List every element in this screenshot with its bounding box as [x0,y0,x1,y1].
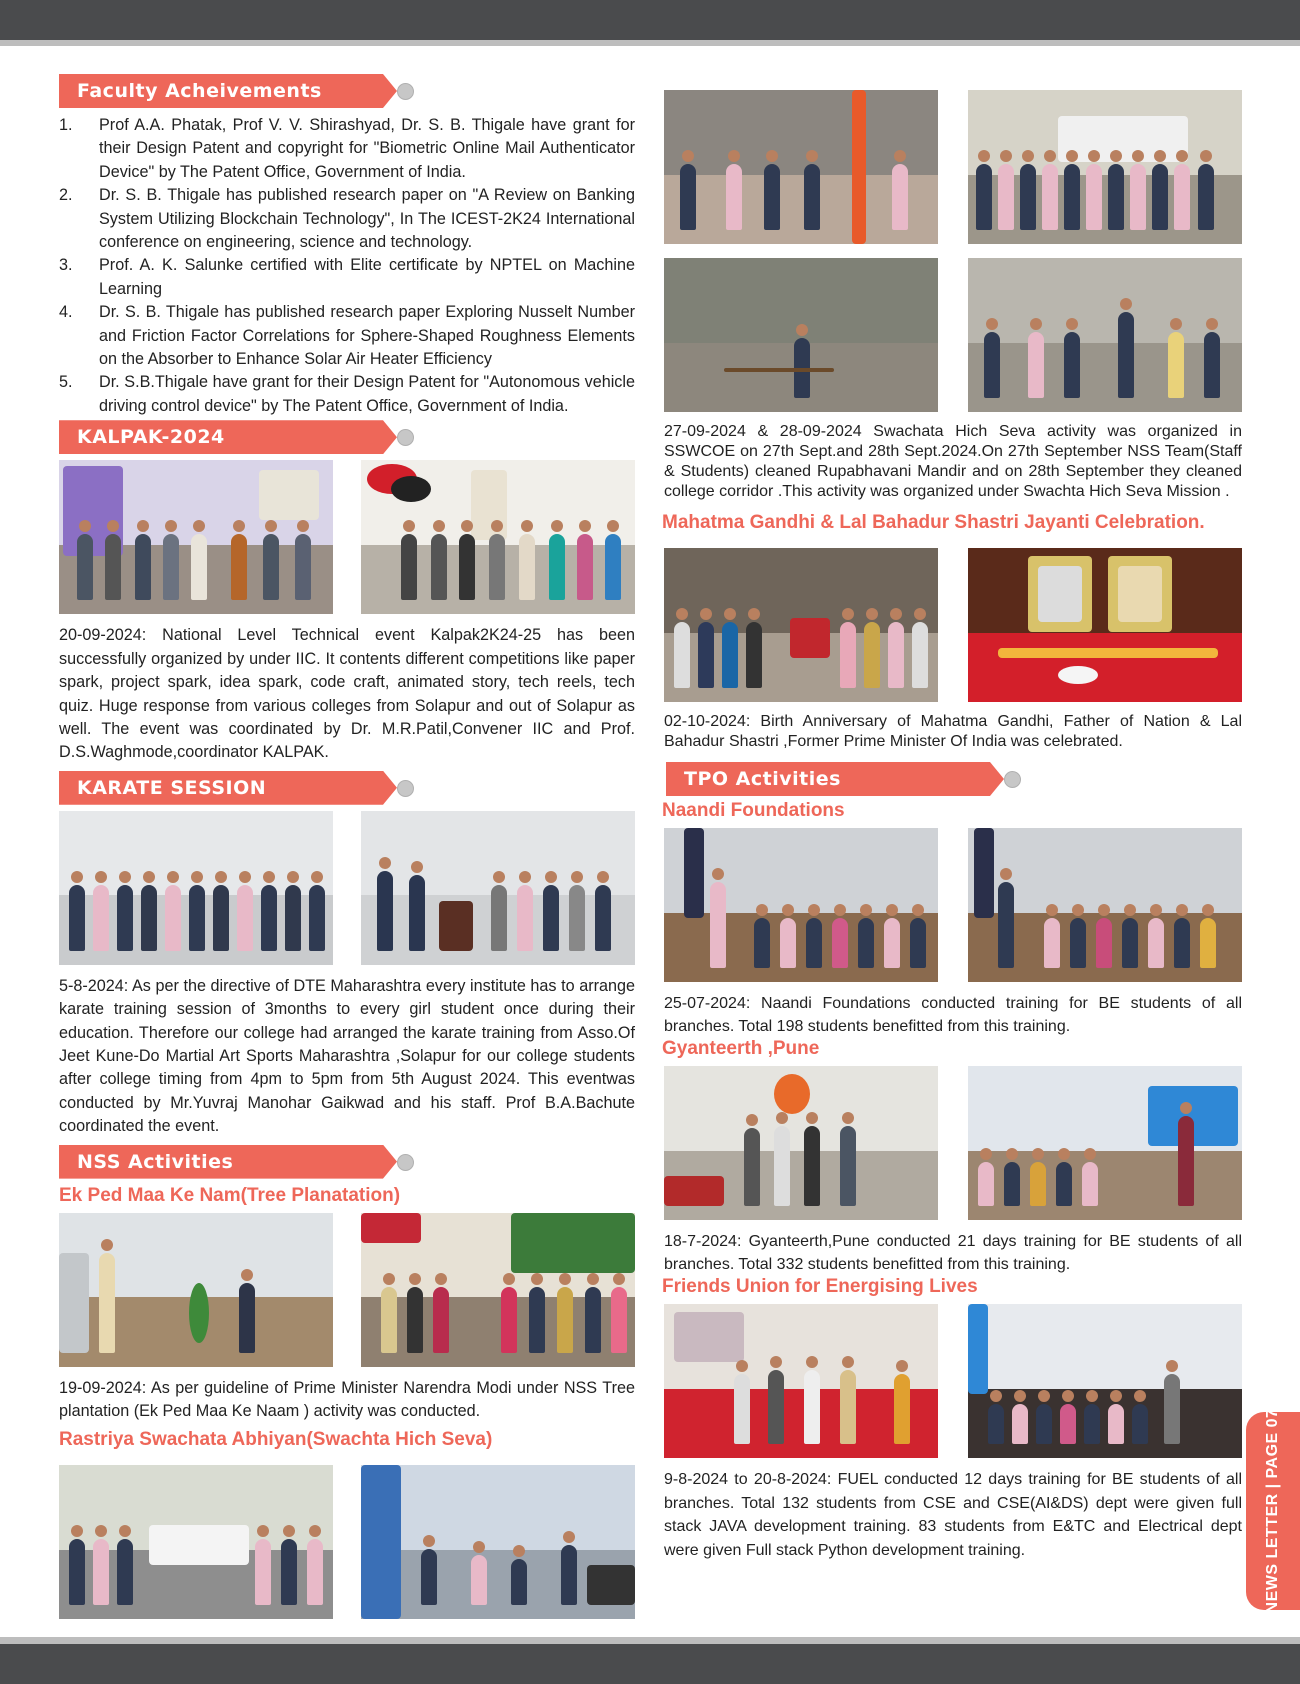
kalpak-title: KALPAK-2024 [77,426,225,449]
banner-dot [397,83,414,100]
naandi-text: 25-07-2024: Naandi Foundations conducted training for BE students of all branches. Total 198 students benefitted from this training. [664,995,1242,1035]
gyanteerth-photo-1 [664,1066,938,1220]
list-item: 4. Dr. S. B. Thigale has published research paper Exploring Nusselt Number and Friction Factor Correlations for Sphere-Shaped Roughness Elements on the Absorber to Enhance Solar Air Heater Efficiency [59,303,635,369]
swachata-photo-2 [361,1465,635,1619]
tpo-banner [666,762,1242,796]
right-column [664,90,1242,1562]
karate-photo-1 [59,811,333,965]
banner-dot [397,429,414,446]
tree-photos [59,1213,635,1367]
tpo-title: TPO Activities [684,768,841,790]
nss-banner [59,1145,635,1179]
gandhi-photos [664,548,1242,702]
faculty-achievements-banner [59,74,635,108]
banner-dot [397,780,414,797]
header-stripe [0,40,1300,46]
swachata-text: 27-09-2024 & 28-09-2024 Swachata Hich Seva activity was organized in SSWCOE on 27th Sept.and 28th Sept.2024.On 27th September NSS Team(Staff & Students) cleaned Rupabhavani Mandir and on 28th September they cleaned college corridor .This activity was organized under Swachta Hich Seva Mission . [664,423,1242,500]
fuel-heading: Friends Union for Energising Lives [662,1276,978,1297]
page-number-label: NEWS LETTER | PAGE 07 [1264,1408,1281,1614]
karate-title: KARATE SESSION [77,776,267,799]
fuel-text: 9-8-2024 to 20-8-2024: FUEL conducted 12 days training for BE students of all branches. Total 132 students from CSE and CSE(AI&DS) dept were given full stack JAVA development training. 83 students from E&TC and Electrical dept were given Full stack Python development training. [664,1471,1242,1559]
footer-bar [0,1644,1300,1684]
naandi-heading: Naandi Foundations [662,800,845,821]
swachata-photo-4 [968,90,1242,244]
swachata-photo-6 [968,258,1242,412]
gandhi-photo-2 [968,548,1242,702]
gandhi-photo-1 [664,548,938,702]
list-item: 1. Prof A.A. Phatak, Prof V. V. Shirashyad, Dr. S. B. Thigale have grant for their Design Patent and copyright for "Biometric Online Mail Authenticator Device" by The Patent Office, Government of India. [59,116,635,181]
left-column [59,74,635,1629]
banner-dot [397,1154,414,1171]
nss-title: NSS Activities [77,1150,234,1173]
tree-photo-1 [59,1213,333,1367]
karate-photo-2 [361,811,635,965]
swachata-photo-3 [664,90,938,244]
swachata-photo-5 [664,258,938,412]
naandi-photos [664,828,1242,982]
faculty-achievements-list [59,114,635,418]
fuel-photo-1 [664,1304,938,1458]
swachata-heading: Rastriya Swachata Abhiyan(Swachta Hich Seva) [59,1429,493,1451]
page-number-tab [1246,1408,1300,1614]
kalpak-text: 20-09-2024: National Level Technical event Kalpak2K24-25 has been successfully organized by under IIC. It contents different competitions like paper spark, project spark, idea spark, code craft, animated story, tech reels, tech quiz. Huge response from various colleges from Solapur and out of Solapur as well. The event was coordinated by Dr. M.R.Patil,Convener IIC and Prof. D.S.Waghmode,coordinator KALPAK. [59,626,635,762]
tree-plantation-heading: Ek Ped Maa Ke Nam(Tree Planatation) [59,1184,401,1206]
header-bar [0,0,1300,40]
gandhi-heading: Mahatma Gandhi & Lal Bahadur Shastri Jayanti Celebration. [662,512,1205,533]
naandi-photo-2 [968,828,1242,982]
kalpak-banner [59,420,635,454]
kalpak-photo-1 [59,460,333,614]
fuel-photo-2 [968,1304,1242,1458]
naandi-photo-1 [664,828,938,982]
tree-photo-2 [361,1213,635,1367]
gyanteerth-photos [664,1066,1242,1220]
swachata-photos-bottom [664,258,1242,412]
gyanteerth-text: 18-7-2024: Gyanteerth,Pune conducted 21 days training for BE students of all branches. Total 332 students benefitted from this training. [664,1233,1242,1273]
gandhi-text: 02-10-2024: Birth Anniversary of Mahatma Gandhi, Father of Nation & Lal Bahadur Shastri ,Former Prime Minister Of India was celebrated. [664,713,1242,750]
footer-stripe [0,1637,1300,1644]
kalpak-photo-2 [361,460,635,614]
list-item: 3. Prof. A. K. Salunke certified with Elite certificate by NPTEL on Machine Learning [59,256,635,298]
gyanteerth-heading: Gyanteerth ,Pune [662,1038,820,1059]
faculty-achievements-title: Faculty Acheivements [77,80,322,102]
banner-dot [1004,771,1021,788]
fuel-photos [664,1304,1242,1458]
karate-banner [59,771,635,805]
swachata-photos [59,1465,635,1619]
swachata-photos-top [664,90,1242,244]
karate-text: 5-8-2024: As per the directive of DTE Maharashtra every institute has to arrange karate training session of 3months to every girl student once during their education. Therefore our college had arranged the karate training from Asso.Of Jeet Kune-Do Martial Art Sports Maharashtra ,Solapur for our college students after college timing from 4pm to 5pm from 5th August 2024. This eventwas conducted by Mr.Yuvraj Manohar Gaikwad and his staff. Prof B.A.Bachute coordinated the event. [59,976,635,1136]
tree-plantation-text: 19-09-2024: As per guideline of Prime Minister Narendra Modi under NSS Tree plantation (Ek Ped Maa Ke Naam ) activity was conducted. [59,1378,635,1420]
kalpak-photos [59,460,635,614]
list-item: 2. Dr. S. B. Thigale has published research paper on "A Review on Banking System Utilizing Blockchain Technology", In The ICEST-2K24 International conference on engineering, science and technology. [59,186,635,252]
list-item: 5. Dr. S.B.Thigale have grant for their Design Patent for "Autonomous vehicle driving control device" by The Patent Office, Government of India. [59,373,635,415]
swachata-photo-1 [59,1465,333,1619]
karate-photos [59,811,635,965]
gyanteerth-photo-2 [968,1066,1242,1220]
